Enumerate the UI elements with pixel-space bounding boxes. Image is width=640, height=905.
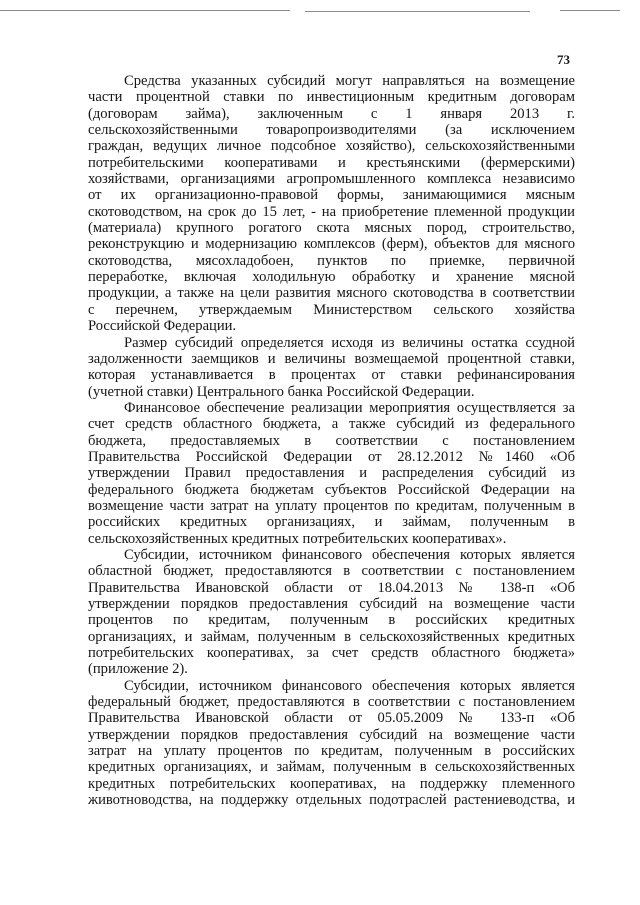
text-line: хозяйствами, организациями агропромышленного комплекса независимо — [88, 171, 575, 188]
document-body — [88, 73, 575, 808]
text-line: российских кредитных организациях, и займам, полученным в — [88, 514, 575, 531]
text-line: Правительства Ивановской области от 18.04.2013 № 138-п «Об — [88, 579, 575, 596]
text-line: (договорам займа), заключенным с 1 января 2013 г. — [88, 105, 575, 122]
text-line: Субсидии, источником финансового обеспечения которых является — [124, 677, 575, 694]
paragraph — [88, 678, 575, 809]
text-line: кредитных потребительских кооперативах, на поддержку племенного — [88, 775, 575, 792]
text-line: скотоводством, на срок до 15 лет, - на приобретение племенной продукции — [88, 203, 575, 220]
text-line: потребительскими кооперативами и крестьянскими (фермерскими) — [88, 154, 575, 171]
text-line: Средства указанных субсидий могут направляться на возмещение — [124, 73, 575, 89]
text-line: (приложение 2). — [88, 661, 188, 678]
text-line: реконструкцию и модернизацию комплексов (ферм), объектов для мясного — [88, 236, 575, 253]
text-line: продукции, а также на цели развития мясного скотоводства в соответствии — [88, 285, 575, 302]
paragraph — [88, 400, 575, 547]
text-line: процентов по кредитам, полученным в российских кредитных — [88, 612, 575, 629]
text-line: которая устанавливается в процентах от ставки рефинансирования — [88, 367, 575, 384]
text-line: граждан, ведущих личное подсобное хозяйство), сельскохозяйственными — [88, 138, 575, 155]
text-line: переработке, включая холодильную обработку и хранение мясной — [88, 269, 575, 286]
paragraph — [88, 547, 575, 678]
text-line: (учетной ставки) Центрального банка Российской Федерации. — [88, 383, 475, 400]
text-line: областной бюджет, предоставляются в соответствии с постановлением — [88, 563, 575, 580]
text-line: Финансовое обеспечение реализации мероприятия осуществляется за — [124, 399, 575, 416]
text-line: бюджета, предоставляемых в соответствии с постановлением — [88, 432, 575, 449]
text-line: части процентной ставки по инвестиционным кредитным договорам — [88, 89, 575, 106]
text-line: Российской Федерации. — [88, 318, 237, 335]
paragraph — [88, 73, 575, 335]
text-line: животноводства, на поддержку отдельных подотраслей растениеводства, и — [88, 792, 575, 809]
text-line: кредитных организациях, и займам, полученным в сельскохозяйственных — [88, 759, 575, 776]
paragraph — [88, 335, 575, 400]
text-line: Правительства Российской Федерации от 28.12.2012 №1460 «Об — [88, 448, 575, 465]
text-line: утверждении порядков предоставления субсидий на возмещение части — [88, 726, 575, 743]
text-line: федерального бюджета бюджетам субъектов Российской Федерации на — [88, 481, 575, 498]
text-line: возмещение части затрат на уплату процентов по кредитам, полученным в — [88, 497, 575, 514]
text-line: утверждении порядков предоставления субсидий на возмещение части — [88, 596, 575, 612]
text-line: утверждении Правил предоставления и распределения субсидий из — [88, 465, 575, 482]
text-line: Размер субсидий определяется исходя из величины остатка ссудной — [124, 334, 575, 351]
text-line: Правительства Ивановской области от 05.05.2009 № 133-п «Об — [88, 710, 575, 727]
text-line: скотоводства, мясохладобоен, пунктов по приемке, первичной — [88, 252, 575, 269]
text-line: федеральный бюджет, предоставляются в соответствии с постановлением — [88, 694, 575, 711]
text-line: сельскохозяйственными товаропроизводителями (за исключением — [88, 122, 575, 139]
text-line: задолженности заемщиков и величины возмещаемой процентной ставки, — [88, 350, 575, 367]
page-number: 73 — [557, 52, 570, 67]
text-line: потребительских кооперативах, за счет средств областного бюджета» — [88, 645, 575, 662]
text-line: организациях, и займам, полученным в сельскохозяйственных кредитных — [88, 628, 575, 645]
text-line: сельскохозяйственных кредитных потребительских кооперативах». — [88, 530, 507, 547]
scan-top-edge — [0, 10, 640, 12]
text-line: от их организационно-правовой формы, занимающимися мясным — [88, 187, 575, 204]
text-line: затрат на уплату процентов по кредитам, полученным в российских — [88, 743, 575, 760]
text-line: с перечнем, утверждаемым Министерством сельского хозяйства — [88, 301, 575, 318]
text-line: Субсидии, источником финансового обеспечения которых является — [124, 546, 575, 563]
text-line: (материала) крупного рогатого скота мясных пород, строительство, — [88, 220, 575, 237]
text-line: счет средств областного бюджета, а также субсидий из федерального — [88, 416, 575, 433]
